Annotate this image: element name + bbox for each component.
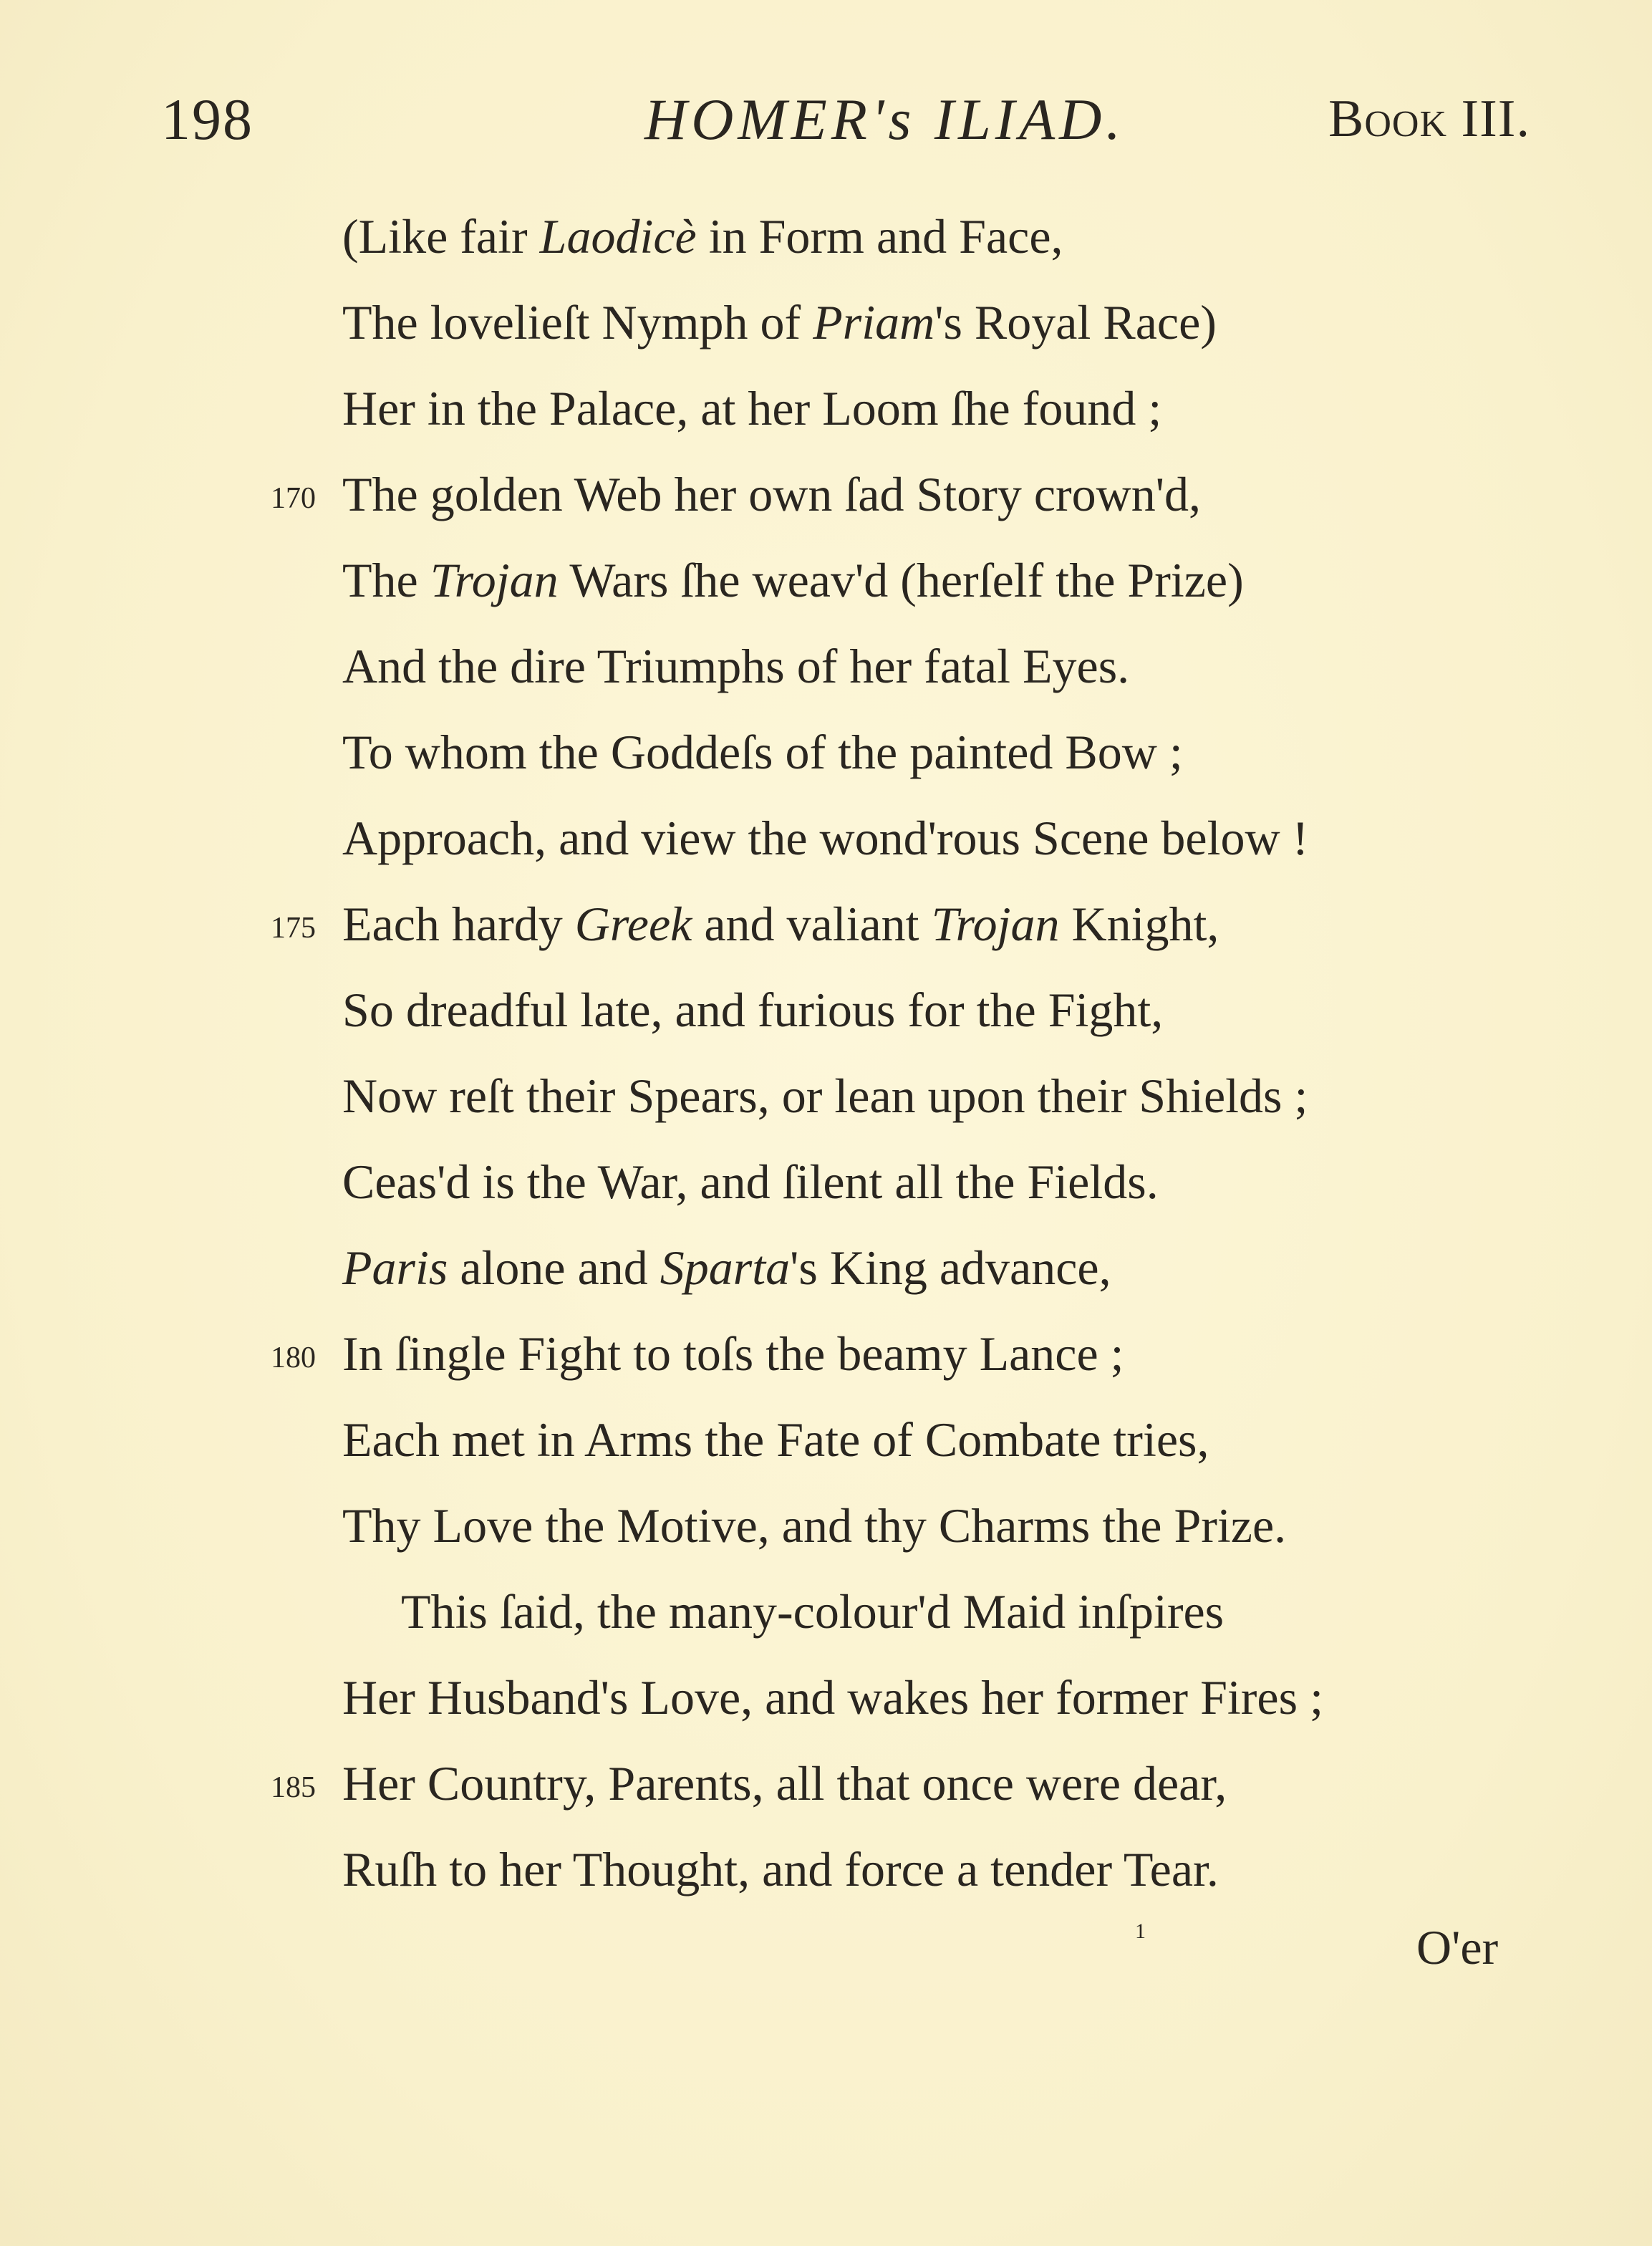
- running-title: HOMER's ILIAD.: [644, 87, 1125, 152]
- verse-text: Her Country, Parents, all that once were dear,: [342, 1756, 1227, 1811]
- verse-text: Now reſt their Spears, or lean upon their Shields ;: [342, 1069, 1308, 1123]
- verse-text: Each met in Arms the Fate of Combate tries,: [342, 1412, 1209, 1467]
- verse-line: [0, 458, 1652, 544]
- verse-text: This ſaid, the many-colour'd Maid inſpires: [401, 1584, 1224, 1639]
- verse-line: [0, 372, 1652, 458]
- verse-line: [0, 1748, 1652, 1833]
- verse-line: [0, 974, 1652, 1060]
- line-number: 180: [271, 1341, 316, 1374]
- verse-line: [0, 888, 1652, 974]
- verse-line: [0, 1146, 1652, 1232]
- verse-text: Approach, and view the wond'rous Scene below !: [342, 811, 1309, 865]
- verse-line: [0, 201, 1652, 286]
- verse-line: [0, 1490, 1652, 1576]
- book-label: Book III.: [1328, 90, 1530, 148]
- signature-mark: 1: [1135, 1919, 1146, 1943]
- verse-line: [0, 544, 1652, 630]
- verse-line: [0, 630, 1652, 716]
- verse-text: To whom the Goddeſs of the painted Bow ;: [342, 725, 1183, 779]
- poem-text: [0, 201, 1652, 1919]
- verse-text: Paris alone and Sparta's King advance,: [342, 1240, 1111, 1295]
- verse-text: Ruſh to her Thought, and force a tender Tear.: [342, 1842, 1219, 1896]
- page-number: 198: [161, 87, 253, 152]
- verse-line: [0, 1833, 1652, 1919]
- verse-line: [0, 1404, 1652, 1490]
- verse-text: Each hardy Greek and valiant Trojan Knight,: [342, 897, 1219, 951]
- line-number: 175: [271, 912, 316, 945]
- verse-text: Thy Love the Motive, and thy Charms the Prize.: [342, 1498, 1287, 1553]
- verse-line: [0, 716, 1652, 802]
- catchword: O'er: [1416, 1920, 1499, 1975]
- line-number: 170: [271, 482, 316, 515]
- verse-line: [0, 1232, 1652, 1318]
- verse-line: [0, 1662, 1652, 1748]
- verse-text: Ceas'd is the War, and ſilent all the Fields.: [342, 1155, 1159, 1209]
- verse-text: (Like fair Laodicè in Form and Face,: [342, 209, 1063, 264]
- verse-line: [0, 802, 1652, 888]
- verse-line: [0, 1576, 1652, 1662]
- verse-text: The golden Web her own ſad Story crown'd,: [342, 467, 1202, 521]
- verse-text: So dreadful late, and furious for the Fight,: [342, 983, 1164, 1037]
- verse-text: The lovelieſt Nymph of Priam's Royal Race): [342, 295, 1217, 350]
- verse-text: The Trojan Wars ſhe weav'd (herſelf the Prize): [342, 553, 1244, 607]
- line-number: 185: [271, 1771, 316, 1804]
- verse-line: [0, 286, 1652, 372]
- verse-line: [0, 1318, 1652, 1404]
- verse-text: Her Husband's Love, and wakes her former Fires ;: [342, 1670, 1323, 1725]
- verse-text: And the dire Triumphs of her fatal Eyes.: [342, 639, 1130, 693]
- verse-text: In ſingle Fight to toſs the beamy Lance ;: [342, 1326, 1124, 1381]
- verse-text: Her in the Palace, at her Loom ſhe found ;: [342, 381, 1162, 435]
- verse-line: [0, 1060, 1652, 1146]
- page-header: [0, 86, 1652, 165]
